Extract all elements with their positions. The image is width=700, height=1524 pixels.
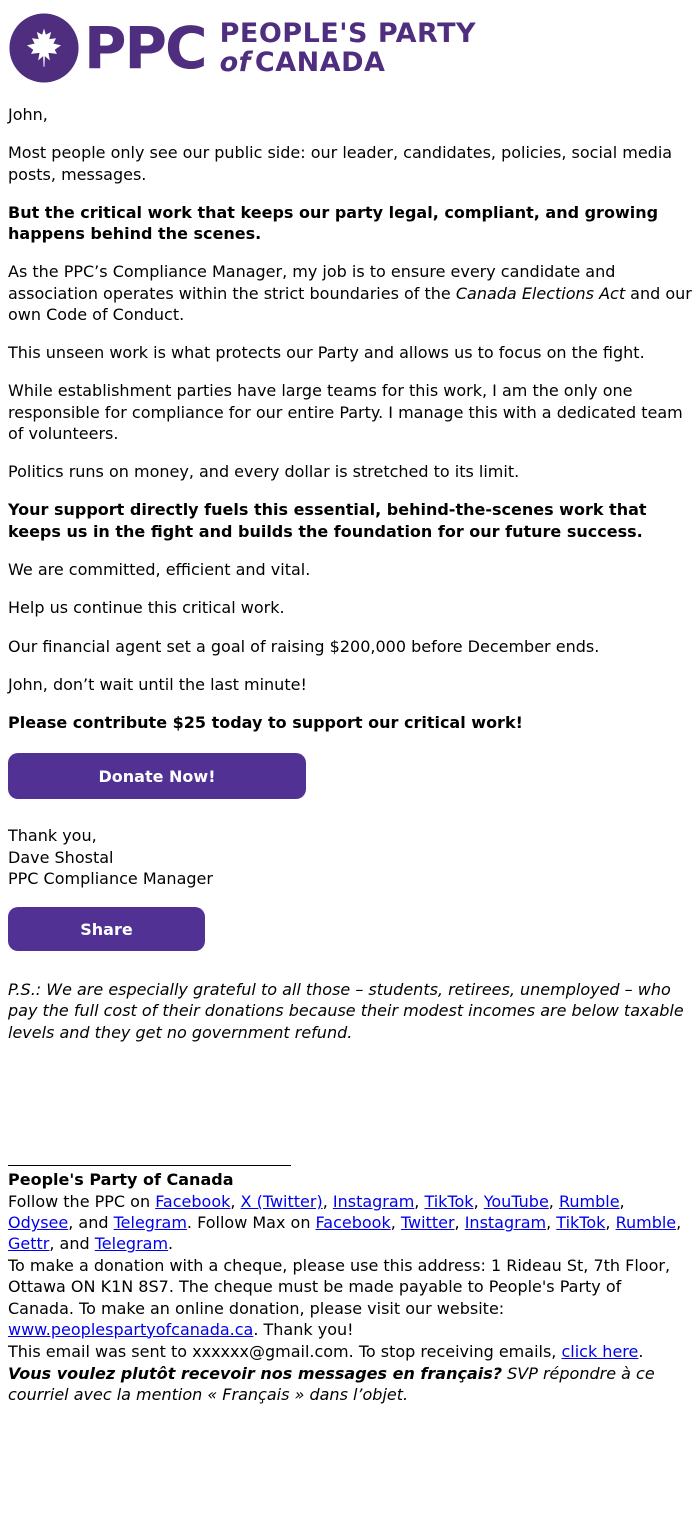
- footer-follow: [8, 1191, 692, 1254]
- paragraph-critical-work: But the critical work that keeps our party legal, compliant, and growing happens behind the scenes.: [8, 202, 659, 244]
- link-instagram[interactable]: Instagram: [464, 1213, 547, 1233]
- paragraph-public-side: Most people only see our public side: our leader, candidates, policies, social media posts, messages.: [8, 143, 673, 184]
- link-instagram[interactable]: Instagram: [332, 1192, 415, 1212]
- footer: [8, 1169, 692, 1405]
- paragraph-politics-money: Politics runs on money, and every dollar is stretched to its limit.: [8, 462, 520, 482]
- wordmark-line1: PEOPLE'S PARTY: [219, 17, 477, 49]
- link-rumble[interactable]: Rumble: [558, 1192, 620, 1212]
- link-facebook[interactable]: Facebook: [315, 1213, 391, 1233]
- footer-french: [8, 1363, 692, 1405]
- wordmark-canada: CANADA: [254, 47, 386, 78]
- paragraph-committed: We are committed, efficient and vital.: [8, 559, 311, 579]
- donate-button[interactable]: Donate Now!: [8, 753, 306, 799]
- elections-act-italic: Canada Elections Act: [455, 283, 626, 303]
- wordmark-of: of: [219, 47, 251, 78]
- link-telegram[interactable]: Telegram: [94, 1234, 169, 1254]
- paragraph-establishment: While establishment parties have large teams for this work, I am the only one responsible for compliance for our entire Party. I manage this with a dedicated team of volunteers.: [8, 381, 683, 443]
- maple-leaf-icon: [8, 12, 80, 84]
- compliance-text-pre: As the PPC’s Compliance Manager, my job is to ensure every candidate and association operates within the strict boundaries of the: [8, 262, 616, 303]
- paragraph-contribute-cta: Please contribute $25 today to support our critical work!: [8, 713, 523, 733]
- link-odysee[interactable]: Odysee: [8, 1213, 69, 1233]
- link-twitter[interactable]: Twitter: [400, 1213, 455, 1233]
- compliance-text-post: and our own Code of Conduct.: [8, 283, 692, 324]
- wordmark-line2: [220, 48, 477, 77]
- paragraph-your-support: Your support directly fuels this essential, behind-the-scenes work that keeps us in the fight and builds the foundation for our future success.: [8, 500, 647, 541]
- footer-divider: [8, 1165, 291, 1166]
- follow-ppc-text: Follow the PPC on: [8, 1192, 156, 1212]
- ppc-wordmark: [220, 19, 477, 77]
- link-rumble[interactable]: Rumble: [615, 1213, 677, 1233]
- paragraph-goal: Our financial agent set a goal of raising $200,000 before December ends.: [8, 636, 600, 656]
- unsubscribe-text: This email was sent to xxxxxx@gmail.com. To stop receiving emails,: [8, 1341, 562, 1361]
- cheque-text: To make a donation with a cheque, please use this address: 1 Rideau St, 7th Floor, Ottawa ON K1N 8S7. The cheque must be made payable to People's Party of Canada. To make an online donation, please visit our website:: [8, 1256, 671, 1318]
- max-social-links: Facebook, Twitter, Instagram, TikTok, Rumble, Gettr, and Telegram: [8, 1213, 682, 1254]
- link-facebook[interactable]: Facebook: [155, 1192, 231, 1212]
- link-x-twitter[interactable]: X (Twitter): [240, 1192, 323, 1212]
- footer-donation-info: [8, 1255, 692, 1339]
- signature-thanks: Thank you,: [8, 826, 97, 846]
- link-telegram[interactable]: Telegram: [113, 1213, 187, 1233]
- footer-unsubscribe: [8, 1341, 692, 1362]
- link-tiktok[interactable]: TikTok: [424, 1192, 474, 1212]
- paragraph-last-minute: John, don’t wait until the last minute!: [8, 674, 307, 694]
- website-link[interactable]: www.peoplespartyofcanada.ca: [8, 1319, 254, 1339]
- link-youtube[interactable]: YouTube: [483, 1192, 549, 1212]
- paragraph-unseen-work: This unseen work is what protects our Party and allows us to focus on the fight.: [8, 343, 645, 363]
- paragraph-help-continue: Help us continue this critical work.: [8, 598, 285, 618]
- cheque-text-post: . Thank you!: [253, 1319, 354, 1339]
- follow-max-text: . Follow Max on: [186, 1213, 316, 1233]
- french-instruction: SVP répondre à ce courriel avec la mention « Français » dans l’objet.: [8, 1363, 655, 1404]
- follow-end-text: .: [168, 1234, 174, 1254]
- link-gettr[interactable]: Gettr: [8, 1234, 50, 1254]
- french-question: Vous voulez plutôt recevoir nos messages en français?: [8, 1363, 503, 1383]
- unsubscribe-link[interactable]: click here: [561, 1341, 639, 1361]
- ppc-social-links: Facebook, X (Twitter), Instagram, TikTok, YouTube, Rumble, Odysee, and Telegram: [8, 1192, 625, 1233]
- ppc-logo: [8, 12, 692, 84]
- signature-name: Dave Shostal: [8, 847, 114, 867]
- signature-block: [8, 825, 692, 889]
- share-button[interactable]: Share: [8, 907, 205, 951]
- paragraph-compliance-manager: [8, 261, 692, 325]
- link-tiktok[interactable]: TikTok: [556, 1213, 606, 1233]
- signature-title: PPC Compliance Manager: [8, 868, 213, 888]
- unsubscribe-text-post: .: [638, 1341, 644, 1361]
- ppc-acronym: PPC: [84, 14, 206, 82]
- footer-org-name: People's Party of Canada: [8, 1169, 234, 1189]
- salutation: John,: [8, 105, 48, 124]
- postscript: P.S.: We are especially grateful to all those – students, retirees, unemployed – who pay the full cost of their donations because their modest incomes are below taxable levels and they get no government refund.: [8, 980, 684, 1042]
